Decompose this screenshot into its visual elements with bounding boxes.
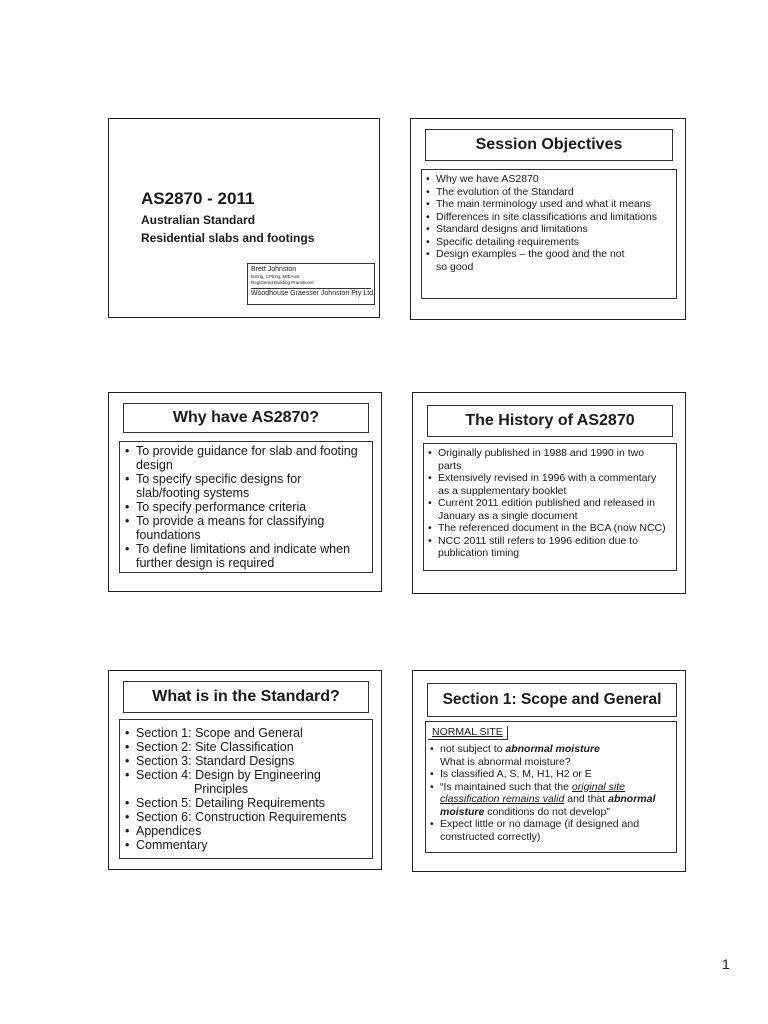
list-item: • The referenced document in the BCA (now NCC) <box>426 522 670 535</box>
slide-heading: Session Objectives <box>425 129 673 161</box>
list-item: • Section 6: Construction Requirements <box>122 810 366 824</box>
list-item: • Section 5: Detailing Requirements <box>122 796 366 810</box>
slide-what-is-in <box>108 670 382 870</box>
slide-title-heading: AS2870 - 2011 <box>141 189 255 208</box>
list-item: • “Is maintained such that the original site classification remains valid and that abnormal moisture conditions do not develop” <box>428 781 670 819</box>
list-item: • Standard designs and limitations <box>424 223 670 236</box>
page-number: 1 <box>722 956 730 972</box>
list-item: • Why we have AS2870 <box>424 173 670 186</box>
slide-heading: Section 1: Scope and General <box>427 683 677 717</box>
slide-body <box>423 443 677 571</box>
list-item: • The evolution of the Standard <box>424 186 670 199</box>
list-item: • Expect little or no damage (if designed and constructed correctly) <box>428 818 670 843</box>
list-item: • Section 2: Site Classification <box>122 740 366 754</box>
slide-body <box>119 719 373 859</box>
list-item: • Differences in site classifications and limitations <box>424 211 670 224</box>
list-item-text: Section 4: Design by Engineering <box>136 768 321 782</box>
list-item: • To specify performance criteria <box>122 500 366 514</box>
slide-body <box>425 721 677 853</box>
slide-heading: The History of AS2870 <box>427 405 673 437</box>
slide-why-have <box>108 392 382 592</box>
list-item: • Section 3: Standard Designs <box>122 754 366 768</box>
slide-title <box>108 118 380 318</box>
author-quals: B.Eng, CPEng, MIEAust <box>251 274 300 279</box>
list-item: • To provide a means for classifying foundations <box>122 514 366 542</box>
list-item: • Is classified A, S, M, H1, H2 or E <box>428 768 670 781</box>
slide-heading: What is in the Standard? <box>123 681 369 713</box>
slide-session-objectives <box>410 118 686 320</box>
slide-subtitle-1: Australian Standard <box>141 213 256 227</box>
list-item: • To specify specific designs for slab/footing systems <box>122 472 366 500</box>
slide-subtitle-2: Residential slabs and footings <box>141 231 315 245</box>
list-item: • Appendices <box>122 824 366 838</box>
list-item: • NCC 2011 still refers to 1996 edition due to publication timing <box>426 535 670 560</box>
list-item: • Originally published in 1988 and 1990 in two parts <box>426 447 670 472</box>
list-item: • Commentary <box>122 838 366 852</box>
list-item: • Section 1: Scope and General <box>122 726 366 740</box>
list-item: • Current 2011 edition published and released in January as a single document <box>426 497 670 522</box>
slide-heading: Why have AS2870? <box>123 403 369 433</box>
list-item: • The main terminology used and what it means <box>424 198 670 211</box>
author-company: Woodhouse Graesser Johnston Pty Ltd <box>251 290 374 297</box>
list-item: • Extensively revised in 1996 with a commentary as a supplementary booklet <box>426 472 670 497</box>
slide-body <box>119 441 373 573</box>
slide-scope-general <box>412 670 686 872</box>
list-item: • not subject to abnormal moisture What is abnormal moisture? <box>428 743 670 768</box>
author-box <box>247 263 375 305</box>
list-item-continuation: What is abnormal moisture? <box>440 755 571 768</box>
list-item: • To provide guidance for slab and footing design <box>122 444 366 472</box>
author-registration: Registered Building Practitioner <box>251 280 315 285</box>
list-item: • To define limitations and indicate when further design is required <box>122 542 366 570</box>
slide-body <box>421 169 677 299</box>
author-name: Brett Johnston <box>251 266 297 273</box>
slide-history <box>412 392 686 594</box>
list-item: • Specific detailing requirements <box>424 236 670 249</box>
list-item-continuation: Principles <box>194 782 249 796</box>
section-heading: NORMAL SITE <box>428 726 508 740</box>
list-item: • Design examples – the good and the not so good <box>424 248 670 273</box>
list-item <box>122 768 366 796</box>
